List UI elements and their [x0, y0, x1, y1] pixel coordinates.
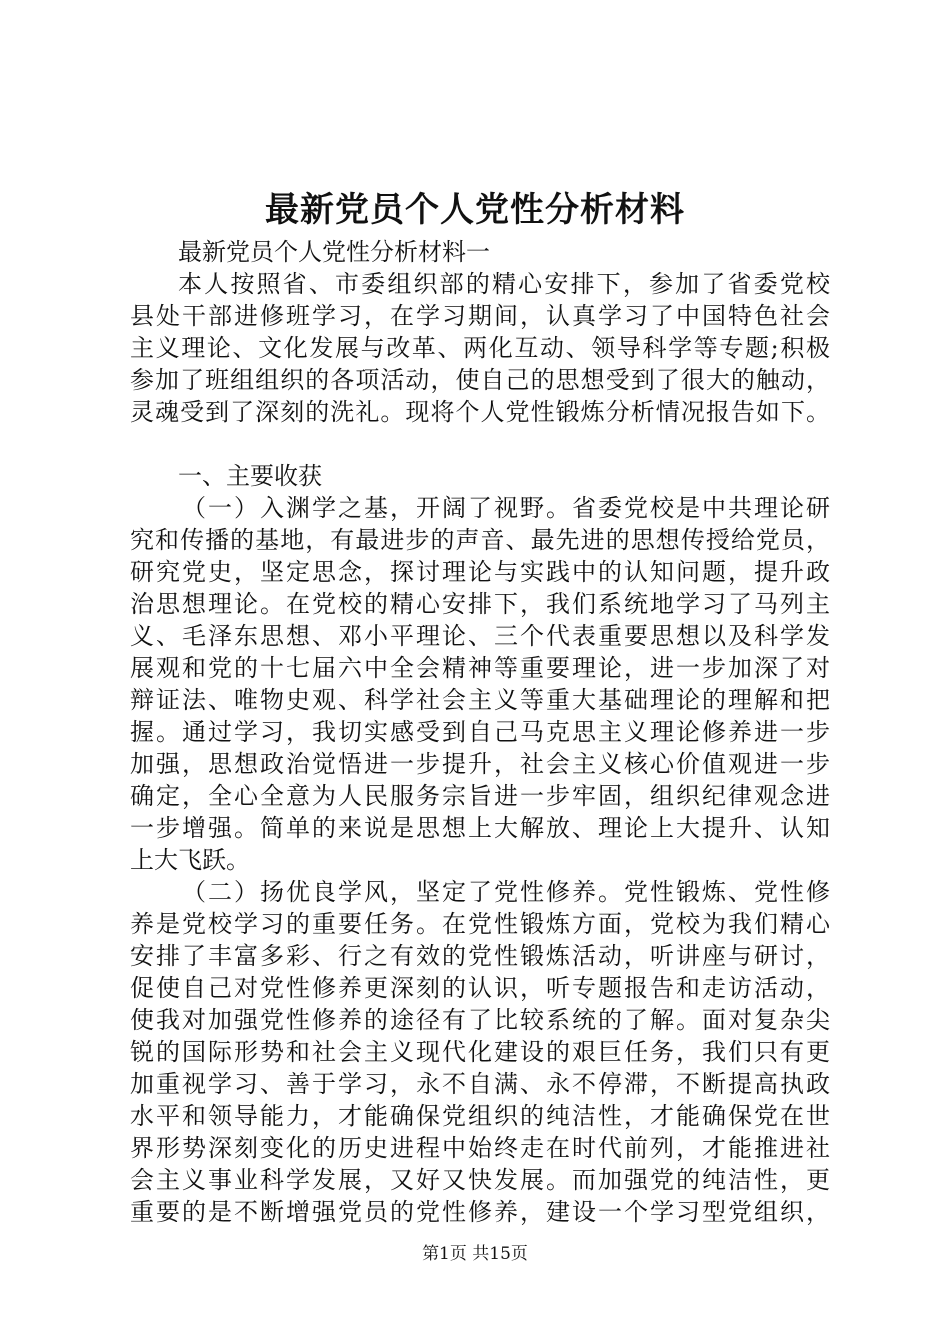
text-line: 确定，全心全意为人民服务宗旨进一步牢固，组织纪律观念进: [130, 782, 830, 810]
text-line: 灵魂受到了深刻的洗礼。现将个人党性锻炼分析情况报告如下。: [130, 398, 830, 426]
intro-paragraph: [130, 268, 830, 428]
text-line: 加强，思想政治觉悟进一步提升，社会主义核心价值观进一步: [130, 750, 830, 778]
paragraph-1: [130, 492, 830, 876]
document-body: [130, 236, 830, 1228]
text-line: 主义理论、文化发展与改革、两化互动、领导科学等专题;积极: [130, 334, 830, 362]
text-line: 握。通过学习，我切实感受到自己马克思主义理论修养进一步: [130, 718, 830, 746]
text-line: 治思想理论。在党校的精心安排下，我们系统地学习了马列主: [130, 590, 830, 618]
text-line: 养是党校学习的重要任务。在党性锻炼方面，党校为我们精心: [130, 910, 830, 938]
page-number-footer: 第1页 共15页: [422, 1244, 528, 1264]
paragraph-2: [130, 876, 830, 1228]
text-line: 界形势深刻变化的历史进程中始终走在时代前列，才能推进社: [130, 1134, 830, 1162]
text-line: 义、毛泽东思想、邓小平理论、三个代表重要思想以及科学发: [130, 622, 830, 650]
text-line: （一）入渊学之基，开阔了视野。省委党校是中共理论研: [182, 494, 830, 522]
text-line: 参加了班组组织的各项活动，使自己的思想受到了很大的触动，: [130, 366, 830, 394]
text-line: 一步增强。简单的来说是思想上大解放、理论上大提升、认知: [130, 814, 830, 842]
section-heading: 一、主要收获: [178, 462, 322, 490]
text-line: 安排了丰富多彩、行之有效的党性锻炼活动，听讲座与研讨，: [130, 942, 830, 970]
text-line: 使我对加强党性修养的途径有了比较系统的了解。面对复杂尖: [130, 1006, 830, 1034]
text-line: 水平和领导能力，才能确保党组织的纯洁性，才能确保党在世: [130, 1102, 830, 1130]
text-line: 究和传播的基地，有最进步的声音、最先进的思想传授给党员，: [130, 526, 830, 554]
text-line: 加重视学习、善于学习，永不自满、永不停滞，不断提高执政: [130, 1070, 830, 1098]
text-line: 促使自己对党性修养更深刻的认识，听专题报告和走访活动，: [130, 974, 830, 1002]
text-line: 会主义事业科学发展，又好又快发展。而加强党的纯洁性，更: [130, 1166, 830, 1194]
text-line: 上大飞跃。: [130, 846, 250, 874]
text-line: 研究党史，坚定思念，探讨理论与实践中的认知问题，提升政: [130, 558, 830, 586]
document-title: 最新党员个人党性分析材料: [265, 190, 685, 230]
text-line: 辩证法、唯物史观、科学社会主义等重大基础理论的理解和把: [130, 686, 830, 714]
text-line: （二）扬优良学风，坚定了党性修养。党性锻炼、党性修: [182, 878, 830, 906]
text-line: 本人按照省、市委组织部的精心安排下，参加了省委党校: [178, 270, 830, 298]
text-line: 县处干部进修班学习，在学习期间，认真学习了中国特色社会: [130, 302, 830, 330]
text-line: 锐的国际形势和社会主义现代化建设的艰巨任务，我们只有更: [130, 1038, 830, 1066]
subtitle-line: 最新党员个人党性分析材料一: [178, 238, 490, 266]
text-line: 重要的是不断增强党员的党性修养，建设一个学习型党组织，: [130, 1198, 830, 1226]
paragraph-gap: [130, 428, 830, 460]
text-line: 展观和党的十七届六中全会精神等重要理论，进一步加深了对: [130, 654, 830, 682]
